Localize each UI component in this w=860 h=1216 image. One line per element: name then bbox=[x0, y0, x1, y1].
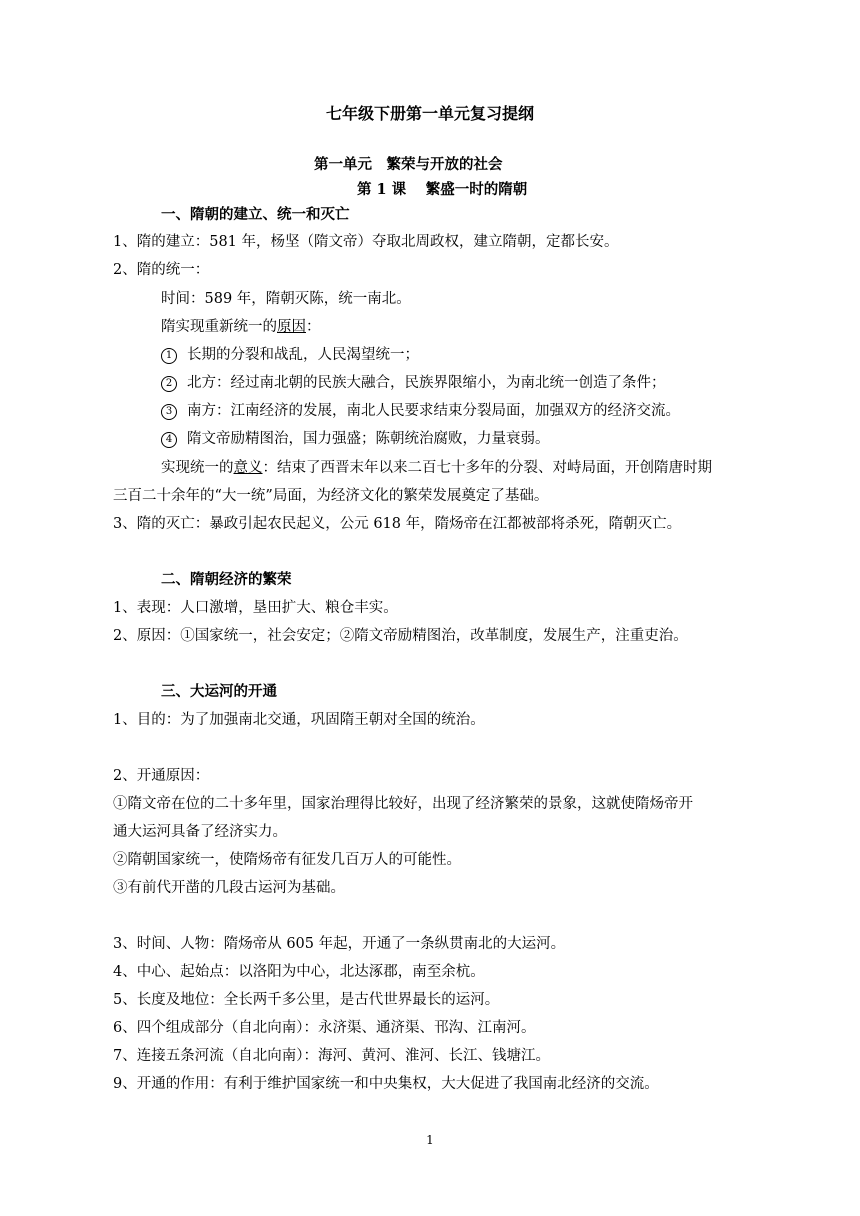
reason-item bbox=[161, 429, 550, 449]
section1-heading: 一、隋朝的建立、统一和灭亡 bbox=[161, 206, 350, 223]
circled-number: 1 bbox=[161, 348, 177, 364]
sec3-line4: 4、中心、起始点：以洛阳为中心，北达涿郡，南至余杭。 bbox=[113, 964, 485, 980]
sec2-line1: 1、表现：人口激增，垦田扩大、粮仓丰实。 bbox=[113, 600, 398, 616]
section2-heading: 二、隋朝经济的繁荣 bbox=[161, 571, 292, 588]
document-title: 七年级下册第一单元复习提纲 bbox=[325, 104, 534, 123]
lesson-title: 第 1 课 繁盛一时的隋朝 bbox=[357, 181, 528, 198]
reason-item bbox=[161, 373, 666, 393]
reason-text: 南方：江南经济的发展，南北人民要求结束分裂局面，加强双方的经济交流。 bbox=[187, 403, 680, 419]
reason-text: 长期的分裂和战乱，人民渴望统一； bbox=[187, 347, 419, 363]
sec1-significance bbox=[161, 458, 712, 478]
sec3-line9: 9、开通的作用：有利于维护国家统一和中央集权，大大促进了我国南北经济的交流。 bbox=[113, 1076, 659, 1092]
circled-number: 3 bbox=[161, 404, 177, 420]
circled-number: 4 bbox=[161, 432, 177, 448]
page-number: 1 bbox=[426, 1133, 434, 1147]
reason-item bbox=[161, 401, 680, 421]
reason-text: 北方：经过南北朝的民族大融合，民族界限缩小，为南北统一创造了条件； bbox=[187, 375, 666, 391]
reason-word: 原因 bbox=[277, 319, 306, 335]
sig-suffix: ：结束了西晋末年以来二百七十多年的分裂、对峙局面，开创隋唐时期 bbox=[262, 460, 712, 476]
reason-item bbox=[161, 345, 419, 365]
sig-word: 意义 bbox=[233, 460, 263, 476]
sec3-reason3: ③有前代开凿的几段古运河为基础。 bbox=[113, 880, 345, 896]
sec3-line3: 3、时间、人物：隋炀帝从 605 年起，开通了一条纵贯南北的大运河。 bbox=[113, 936, 566, 952]
reason-prefix: 隋实现重新统一的 bbox=[161, 319, 277, 335]
sec1-reason-intro bbox=[161, 317, 321, 337]
sec1-time: 时间：589 年，隋朝灭陈，统一南北。 bbox=[161, 291, 411, 307]
sec3-line2: 2、开通原因： bbox=[113, 768, 210, 784]
sec3-line6: 6、四个组成部分（自北向南）：永济渠、通济渠、邗沟、江南河。 bbox=[113, 1020, 536, 1036]
sig-prefix: 实现统一的 bbox=[161, 460, 234, 476]
sec3-line5: 5、长度及地位：全长两千多公里，是古代世界最长的运河。 bbox=[113, 992, 500, 1008]
circled-number: 2 bbox=[161, 376, 177, 392]
sec1-line3: 3、隋的灭亡：暴政引起农民起义，公元 618 年，隋炀帝在江都被部将杀死，隋朝灭亡。 bbox=[113, 516, 682, 532]
sec3-line1: 1、目的：为了加强南北交通，巩固隋王朝对全国的统治。 bbox=[113, 712, 485, 728]
section3-heading: 三、大运河的开通 bbox=[161, 683, 277, 700]
sec1-significance-cont: 三百二十余年的“大一统”局面，为经济文化的繁荣发展奠定了基础。 bbox=[113, 488, 549, 504]
sec3-reason1-cont: 通大运河具备了经济实力。 bbox=[113, 824, 287, 840]
sec3-line7: 7、连接五条河流（自北向南）：海河、黄河、淮河、长江、钱塘江。 bbox=[113, 1048, 550, 1064]
sec1-line2: 2、隋的统一： bbox=[113, 262, 210, 278]
reason-text: 隋文帝励精图治，国力强盛；陈朝统治腐败，力量衰弱。 bbox=[187, 431, 550, 447]
sec3-reason1: ①隋文帝在位的二十多年里，国家治理得比较好，出现了经济繁荣的景象，这就使隋炀帝开 bbox=[113, 796, 693, 812]
sec2-line2: 2、原因：①国家统一，社会安定；②隋文帝励精图治，改革制度，发展生产，注重吏治。 bbox=[113, 628, 688, 644]
reason-suffix: ： bbox=[306, 319, 321, 335]
sec1-line1: 1、隋的建立：581 年，杨坚（隋文帝）夺取北周政权，建立隋朝，定都长安。 bbox=[113, 234, 619, 250]
unit-title: 第一单元 繁荣与开放的社会 bbox=[314, 156, 503, 173]
sec3-reason2: ②隋朝国家统一，使隋炀帝有征发几百万人的可能性。 bbox=[113, 852, 461, 868]
